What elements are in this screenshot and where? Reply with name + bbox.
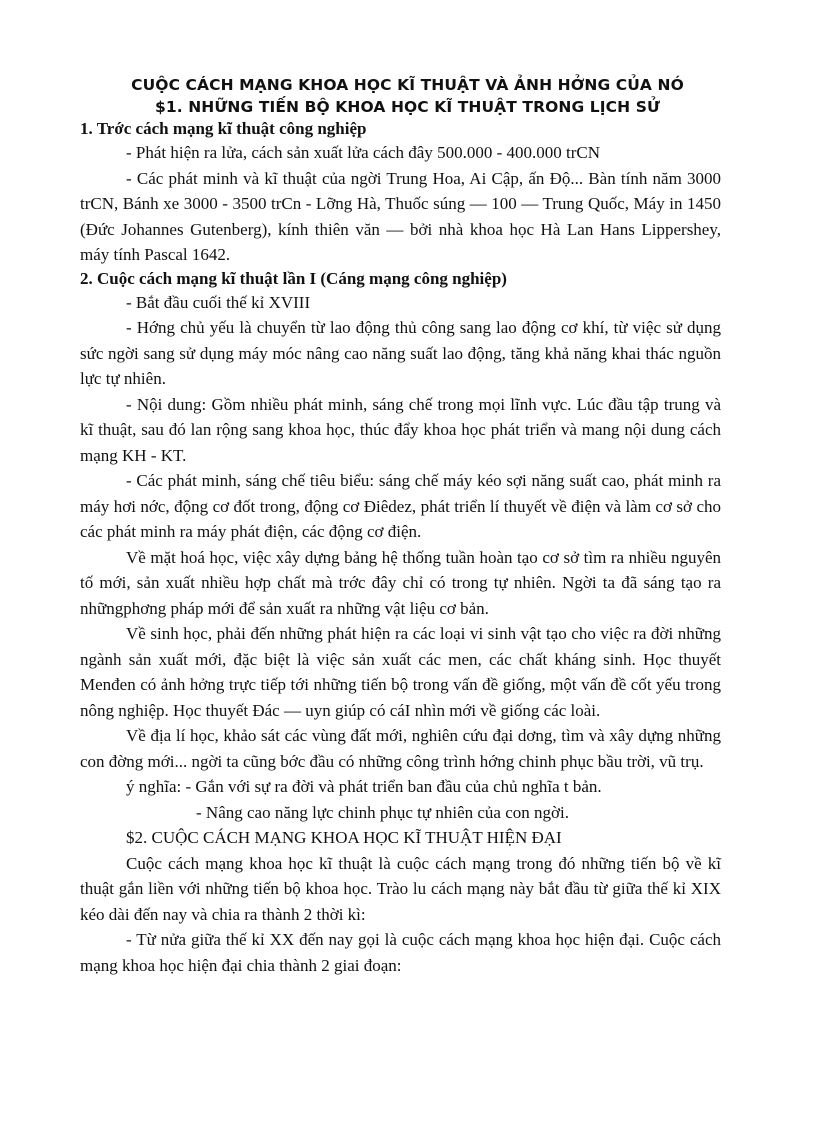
document-title: CUỘC CÁCH MẠNG KHOA HỌC KĨ THUẬT VÀ ẢNH HỞNG CỦA NÓ [131, 76, 684, 94]
paragraph-4: - Hớng chủ yếu là chuyển từ lao động thủ công sang lao động cơ khí, từ việc sử dụng sức ngời sang sử dụng máy móc nâng cao năng suất lao động, tăng khả năng khai thác nguồn lực tự nhiên. [80, 318, 721, 388]
paragraph-significance: ý nghĩa: - Gắn với sự ra đời và phát triển ban đầu của chủ nghĩa t bản. [126, 777, 602, 796]
paragraph-6: - Các phát minh, sáng chế tiêu biểu: sáng chế máy kéo sợi năng suất cao, phát minh ra máy hơi nớc, động cơ đốt trong, động cơ Điêdez, phát triển lí thuyết về điện và làm cơ sở cho các phát minh ra máy phát điện, các động cơ điện. [80, 471, 721, 541]
heading-3: $2. CUỘC CÁCH MẠNG KHOA HỌC KĨ THUẬT HIỆN ĐẠI [126, 828, 562, 847]
paragraph-7: Về mặt hoá học, việc xây dựng bảng hệ thống tuần hoàn tạo cơ sở tìm ra nhiều nguyên tố mới, sản xuất nhiều hợp chất mà trớc đây chỉ có trong tự nhiên. Ngời ta đã sáng tạo ra nhữngphơng pháp mới để sản xuất ra những vật liệu cơ bản. [80, 547, 721, 618]
paragraph-3: - Bắt đầu cuối thế kỉ XVIII [126, 292, 311, 312]
section-1-title: $1. NHỮNG TIẾN BỘ KHOA HỌC KĨ THUẬT TRONG LỊCH SỬ [154, 98, 661, 116]
paragraph-1: - Phát hiện ra lửa, cách sản xuất lửa cách đây 500.000 - 400.000 trCN [126, 143, 600, 162]
paragraph-significance-2: - Nâng cao năng lực chinh phục tự nhiên của con ngời. [196, 802, 569, 822]
paragraph-5: - Nội dung: Gồm nhiều phát minh, sáng chế trong mọi lĩnh vực. Lúc đầu tập trung và kĩ thuật, sau đó lan rộng sang khoa học, thúc đẩy khoa học phát triển và mang nội dung cách mạng KH - KT. [80, 394, 721, 465]
heading-1: 1. Trớc cách mạng kĩ thuật công nghiệp [80, 119, 367, 138]
paragraph-12: Cuộc cách mạng khoa học kĩ thuật là cuộc cách mạng trong đó những tiến bộ về kĩ thuật gắn liền với những tiến bộ khoa học. Trào lu cách mạng này bắt đầu từ giữa thế kỉ XIX kéo dài đến nay và chia ra thành 2 thời kì: [80, 853, 721, 924]
heading-2: 2. Cuộc cách mạng kĩ thuật lần I (Cáng mạng công nghiệp) [80, 268, 507, 288]
paragraph-2: - Các phát minh và kĩ thuật của ngời Trung Hoa, Ai Cập, ấn Độ... Bàn tính năm 3000 trCN, Bánh xe 3000 - 3500 trCn - Lỡng Hà, Thuốc súng — 100 — Trung Quốc, Máy in 1450 (Đức Johannes Gutenberg), kính thiên văn — bởi nhà khoa học Hà Lan Hans Lippershey, máy tính Pascal 1642. [80, 168, 721, 264]
paragraph-13: - Từ nửa giữa thế kỉ XX đến nay gọi là cuộc cách mạng khoa học hiện đại. Cuộc cách mạng khoa học hiện đại chia thành 2 giai đoạn: [80, 930, 721, 975]
paragraph-9: Về địa lí học, khảo sát các vùng đất mới, nghiên cứu đại dơng, tìm và xây dựng những con đờng mới... ngời ta cũng bớc đầu có những công trình hớng chinh phục bầu trời, vũ trụ. [80, 726, 721, 771]
paragraph-8: Về sinh học, phải đến những phát hiện ra các loại vi sinh vật tạo cho việc ra đời những ngành sản xuất mới, đặc biệt là việc sản xuất các men, các chất kháng sinh. Học thuyết Menđen có ảnh hởng trực tiếp tới những tiến bộ trong vấn đề giống, một vấn đề cốt yếu trong nông nghiệp. Học thuyết Đác — uyn giúp có cáI nhìn mới về giống các loài. [80, 624, 721, 720]
